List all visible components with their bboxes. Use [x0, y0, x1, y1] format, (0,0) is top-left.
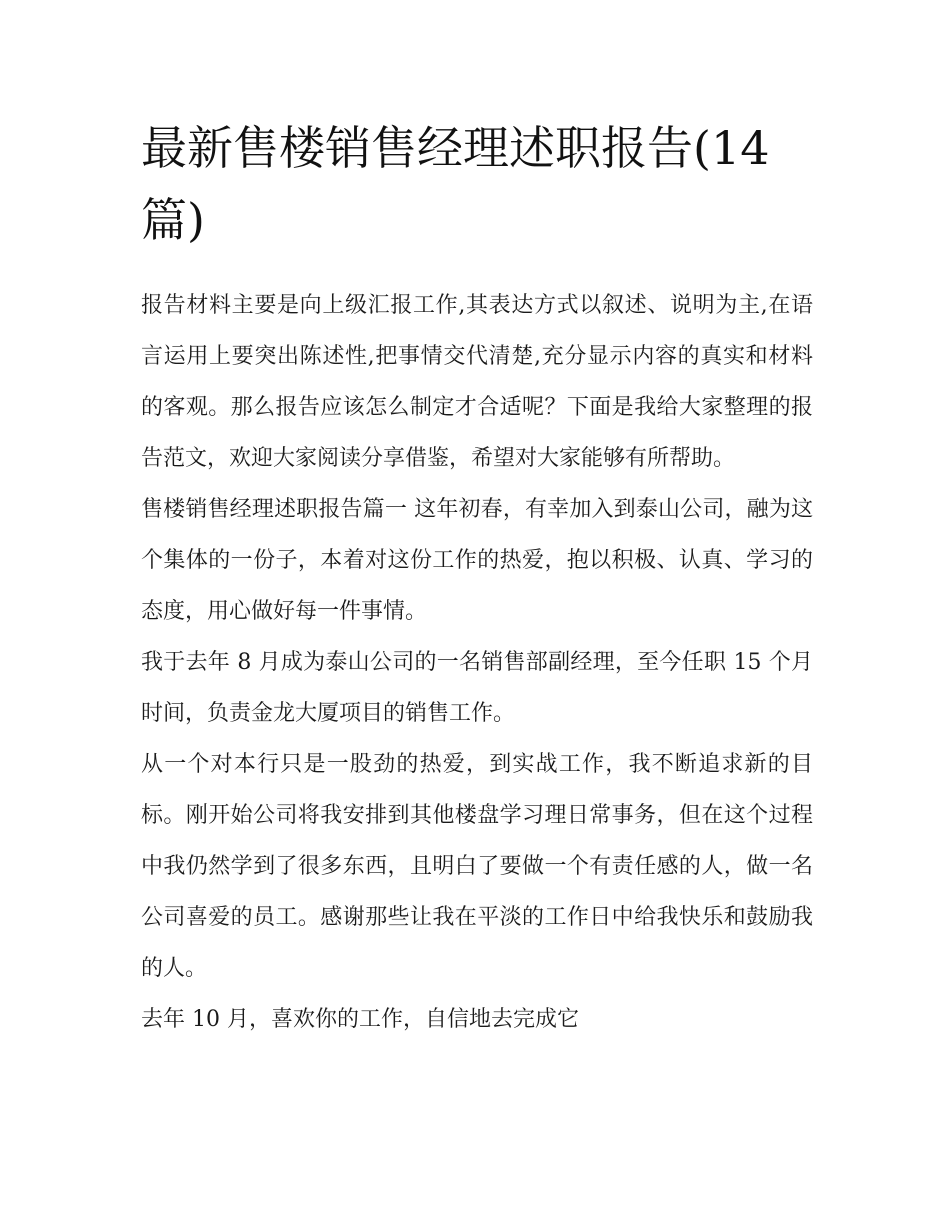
paragraph-intro: 报告材料主要是向上级汇报工作,其表达方式以叙述、说明为主,在语言运用上要突出陈述性,把事情交代清楚,充分显示内容的真实和材料的客观。那么报告应该怎么制定才合适呢？下面是我给大家整理的报告范文，欢迎大家阅读分享借鉴，希望对大家能够有所帮助。	[141, 293, 813, 471]
paragraph-role: 我于去年 8 月成为泰山公司的一名销售部副经理，至今任职 15 个月时间，负责金龙大厦项目的销售工作。	[141, 650, 813, 726]
paragraph-section-one: 售楼销售经理述职报告篇一 这年初春，有幸加入到泰山公司，融为这个集体的一份子，本着对这份工作的热爱，抱以积极、认真、学习的态度，用心做好每一件事情。	[141, 497, 813, 624]
document-page	[141, 112, 813, 1045]
paragraph-growth: 从一个对本行只是一股劲的热爱，到实战工作，我不断追求新的目标。刚开始公司将我安排到其他楼盘学习理日常事务，但在这个过程中我仍然学到了很多东西，且明白了要做一个有责任感的人，做一名公司喜爱的员工。感谢那些让我在平淡的工作日中给我快乐和鼓励我的人。	[141, 752, 813, 981]
document-title: 最新售楼销售经理述职报告(14篇)	[141, 121, 770, 247]
paragraph-october: 去年 10 月，喜欢你的工作，自信地去完成它	[141, 1007, 579, 1032]
